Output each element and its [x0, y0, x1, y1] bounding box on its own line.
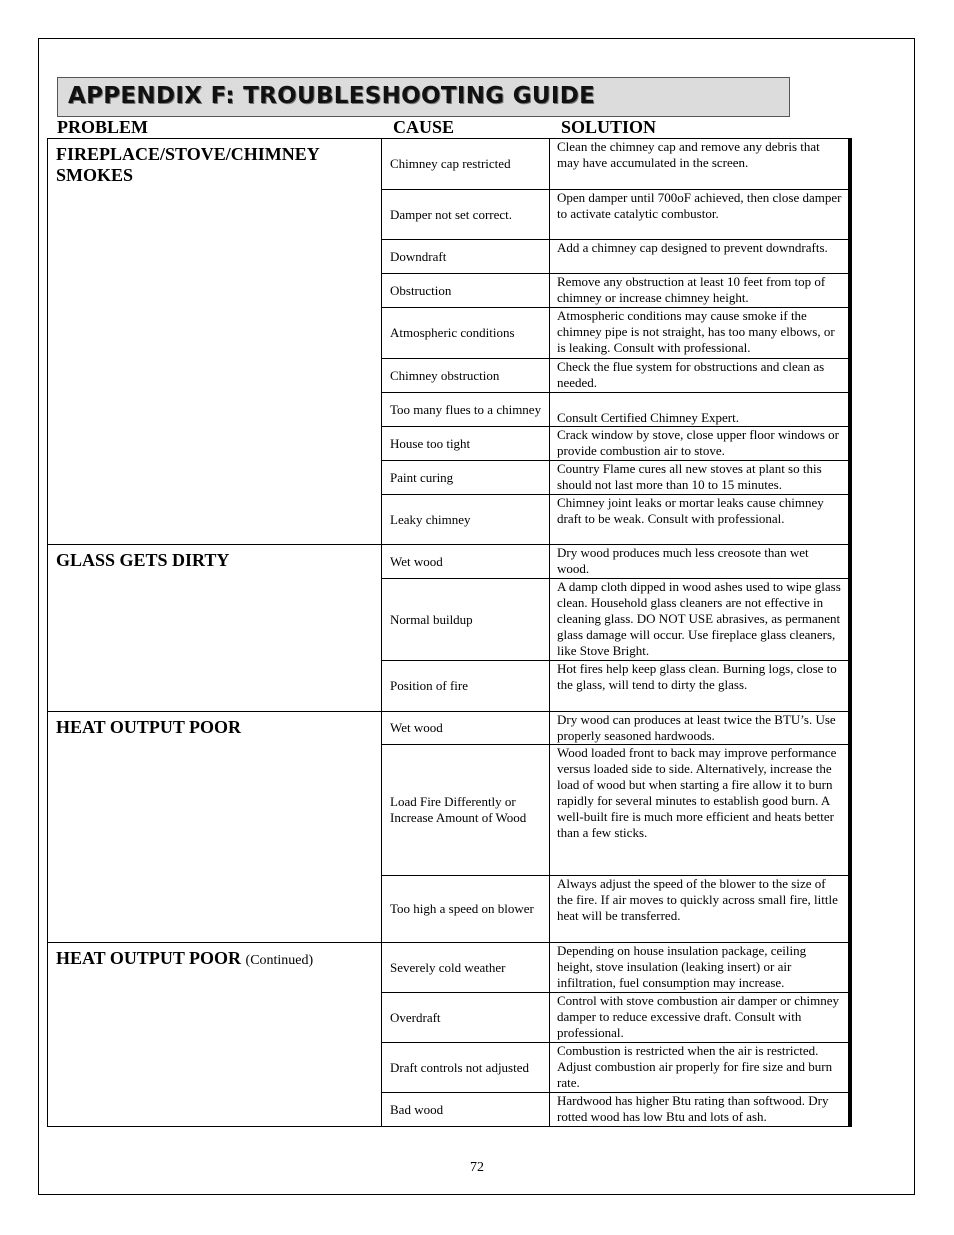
solution-cell: A damp cloth dipped in wood ashes used to wipe glass clean. Household glass cleaners are not effective in cleaning glass. DO NOT USE abrasives, as permanent glass damage will occur. Use fireplace glass cleaners, like Stove Bright.: [550, 579, 850, 661]
solution-cell: Crack window by stove, close upper floor windows or provide combustion air to stove.: [550, 427, 850, 461]
solution-cell: Control with stove combustion air damper or chimney damper to reduce excessive draft. Consult with professional.: [550, 993, 850, 1043]
cause-cell: Too high a speed on blower: [382, 876, 550, 943]
cause-cell: Wet wood: [382, 545, 550, 579]
cause-cell: Chimney obstruction: [382, 359, 550, 393]
cause-cell: Normal buildup: [382, 579, 550, 661]
continued-note: (Continued): [245, 953, 314, 968]
cause-cell: Load Fire Differently or Increase Amount of Wood: [382, 745, 550, 876]
solution-cell: Atmospheric conditions may cause smoke if the chimney pipe is not straight, has too many elbows, or is leaking. Consult with professional.: [550, 308, 850, 359]
cause-cell: Damper not set correct.: [382, 190, 550, 240]
problem-label: HEAT OUTPUT POOR: [56, 717, 242, 737]
problem-cell: [48, 139, 382, 545]
cause-cell: Chimney cap restricted: [382, 139, 550, 190]
cause-cell: Leaky chimney: [382, 495, 550, 545]
solution-cell: Chimney joint leaks or mortar leaks cause chimney draft to be weak. Consult with professional.: [550, 495, 850, 545]
column-header-solution: SOLUTION: [561, 117, 657, 137]
solution-cell: Depending on house insulation package, ceiling height, stove insulation (leaking insert) or air infiltration, fuel consumption may increase.: [550, 943, 850, 993]
problem-cell: [48, 712, 382, 943]
troubleshooting-table: [47, 138, 852, 1127]
problem-label: GLASS GETS DIRTY: [56, 550, 230, 570]
solution-cell: Clean the chimney cap and remove any debris that may have accumulated in the screen.: [550, 139, 850, 190]
cause-cell: Downdraft: [382, 240, 550, 274]
solution-cell: Country Flame cures all new stoves at plant so this should not last more than 10 to 15 minutes.: [550, 461, 850, 495]
problem-cell: [48, 545, 382, 712]
problem-label: FIREPLACE/STOVE/CHIMNEY SMOKES: [56, 144, 320, 185]
solution-cell: Dry wood can produces at least twice the BTU’s. Use properly seasoned hardwoods.: [550, 712, 850, 745]
solution-cell: Always adjust the speed of the blower to the size of the fire. If air moves to quickly across small fire, little heat will be transferred.: [550, 876, 850, 943]
cause-cell: Paint curing: [382, 461, 550, 495]
title-banner: [57, 77, 790, 117]
solution-cell: Add a chimney cap designed to prevent downdrafts.: [550, 240, 850, 274]
solution-cell: Check the flue system for obstructions and clean as needed.: [550, 359, 850, 393]
solution-cell: Hardwood has higher Btu rating than softwood. Dry rotted wood has low Btu and lots of ash.: [550, 1093, 850, 1127]
page-title: APPENDIX F: TROUBLESHOOTING GUIDE: [68, 83, 596, 109]
cause-cell: House too tight: [382, 427, 550, 461]
cause-cell: Atmospheric conditions: [382, 308, 550, 359]
cause-cell: Obstruction: [382, 274, 550, 308]
solution-cell: Remove any obstruction at least 10 feet from top of chimney or increase chimney height.: [550, 274, 850, 308]
table-row: [48, 712, 850, 745]
cause-cell: Overdraft: [382, 993, 550, 1043]
solution-cell: Consult Certified Chimney Expert.: [550, 393, 850, 427]
table-row: [48, 139, 850, 190]
cause-cell: Draft controls not adjusted: [382, 1043, 550, 1093]
cause-cell: Position of fire: [382, 661, 550, 712]
cause-cell: Wet wood: [382, 712, 550, 745]
cause-cell: Severely cold weather: [382, 943, 550, 993]
table-row: [48, 545, 850, 579]
cause-cell: Bad wood: [382, 1093, 550, 1127]
solution-cell: Wood loaded front to back may improve performance versus loaded side to side. Alternatively, increase the load of wood but when starting a fire allow it to burn rapidly for several minutes to establish good burn. A well-built fire is much more efficient and heats better than a few sticks.: [550, 745, 850, 876]
solution-cell: Combustion is restricted when the air is restricted. Adjust combustion air properly for fire size and burn rate.: [550, 1043, 850, 1093]
column-header-problem: PROBLEM: [57, 117, 149, 137]
page-number: 72: [470, 1160, 484, 1175]
solution-cell: Hot fires help keep glass clean. Burning logs, close to the glass, will tend to dirty the glass.: [550, 661, 850, 712]
table-row: [48, 943, 850, 993]
cause-cell: Too many flues to a chimney: [382, 393, 550, 427]
solution-cell: Dry wood produces much less creosote than wet wood.: [550, 545, 850, 579]
solution-cell: Open damper until 700oF achieved, then close damper to activate catalytic combustor.: [550, 190, 850, 240]
column-header-cause: CAUSE: [393, 117, 455, 137]
problem-cell: [48, 943, 382, 1127]
problem-label: HEAT OUTPUT POOR: [56, 948, 242, 968]
